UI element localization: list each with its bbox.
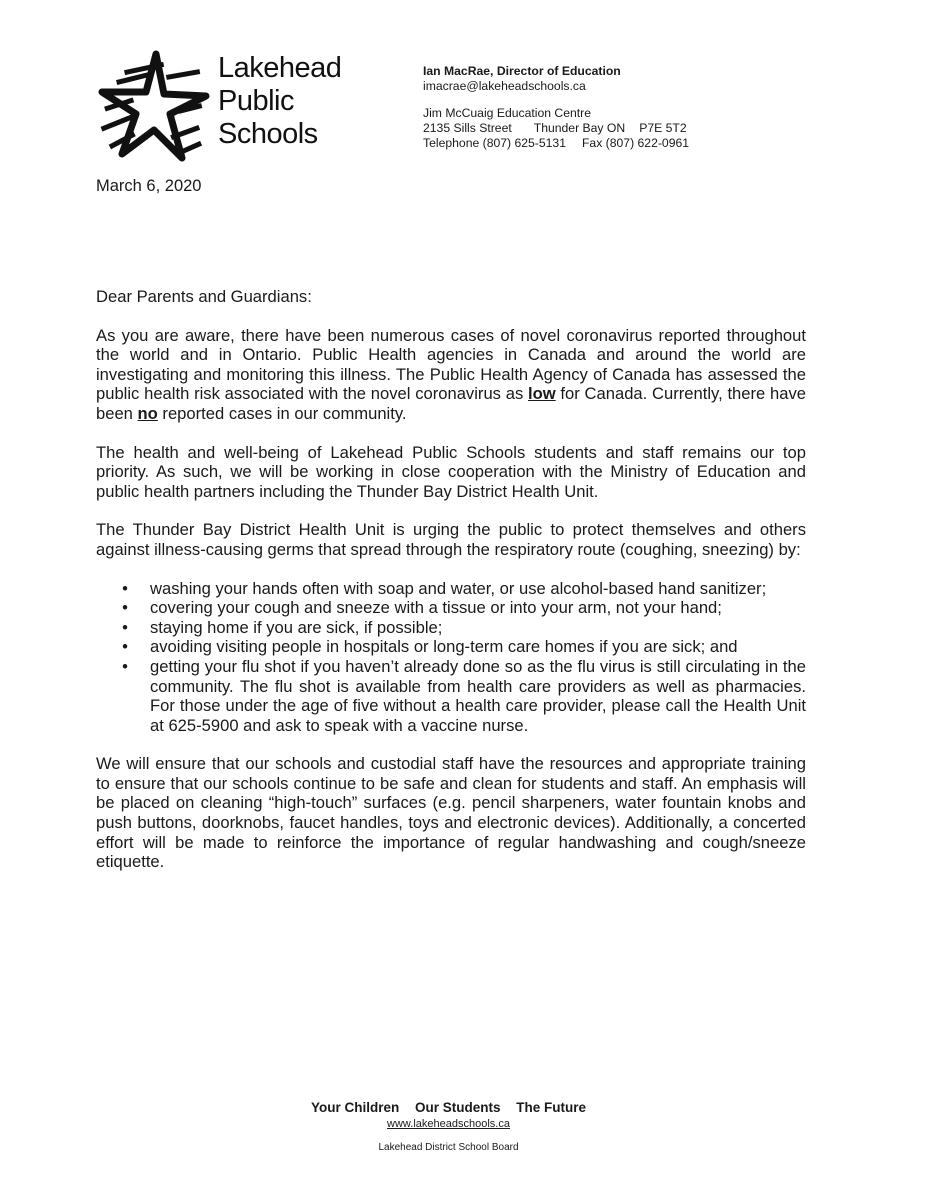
director-name: Ian MacRae, Director of Education <box>423 64 621 78</box>
bullet-icon: • <box>122 598 128 618</box>
tagline <box>0 1100 927 1115</box>
letter-body <box>96 287 806 891</box>
emphasis-no: no <box>137 403 158 423</box>
bullet-icon: • <box>122 617 128 637</box>
bullet-icon: • <box>122 578 128 598</box>
logo-line: Public <box>218 85 294 117</box>
phone-line <box>423 136 689 151</box>
letter-date: March 6, 2020 <box>96 177 202 195</box>
paragraph-2: The health and well-being of Lakehead Public Schools students and staff remains our top priority. As such, we will be working in close cooperation with the Ministry of Education and public health partners including the Thunder Bay District Health Unit. <box>96 442 806 501</box>
star-logo-icon <box>96 50 216 165</box>
list-item: • staying home if you are sick, if possible; <box>96 618 806 638</box>
tagline-item: Your Children <box>310 1100 400 1115</box>
telephone: Telephone (807) 625-5131 <box>423 136 566 150</box>
list-item: • washing your hands often with soap and water, or use alcohol-based hand sanitizer; <box>96 579 806 599</box>
education-centre: Jim McCuaig Education Centre <box>423 106 591 120</box>
paragraph-1: As you are aware, there have been numerous cases of novel coronavirus reported throughout the world and in Ontario. Public Health agencies in Canada and around the world are investigating and monitoring this illness. The Public Health Agency of Canada has assessed the public health risk associated with the novel coronavirus as low for Canada. Currently, there have been no reported cases in our community. <box>96 325 806 423</box>
emphasis-low: low <box>528 384 556 404</box>
director-email[interactable]: imacrae@lakeheadschools.ca <box>423 79 586 93</box>
logo-line: Lakehead <box>218 52 342 84</box>
street-address <box>423 121 689 136</box>
city: Thunder Bay ON <box>533 121 626 135</box>
list-item: • covering your cough and sneeze with a tissue or into your arm, not your hand; <box>96 598 806 618</box>
street: 2135 Sills Street <box>423 121 512 135</box>
board-name: Lakehead District School Board <box>378 1142 519 1153</box>
paragraph-3: The Thunder Bay District Health Unit is urging the public to protect themselves and others against illness-causing germs that spread through the respiratory route (coughing, sneezing) by: <box>96 520 806 559</box>
postal-code: P7E 5T2 <box>639 121 687 135</box>
tagline-item: The Future <box>516 1100 587 1115</box>
logo-wordmark <box>218 52 341 151</box>
list-item: • avoiding visiting people in hospitals or long-term care homes if you are sick; and <box>96 637 806 657</box>
fax: Fax (807) 622-0961 <box>581 136 690 150</box>
contact-block <box>423 64 689 151</box>
footer <box>0 1100 927 1153</box>
prevention-list <box>96 579 806 736</box>
list-item: • getting your flu shot if you haven’t already done so as the flu virus is still circulating in the community. The flu shot is available from health care providers as well as pharmacies. For those under the age of five without a health care provider, please call the Health Unit at 625-5900 and ask to speak with a vaccine nurse. <box>96 657 806 735</box>
tagline-item: Our Students <box>415 1100 501 1115</box>
salutation: Dear Parents and Guardians: <box>96 287 312 306</box>
bullet-icon: • <box>122 656 128 676</box>
paragraph-4: We will ensure that our schools and custodial staff have the resources and appropriate training to ensure that our schools continue to be safe and clean for students and staff. An emphasis will be placed on cleaning “high-touch” surfaces (e.g. pencil sharpeners, water fountain knobs and push buttons, doorknobs, faucet handles, toys and electronic devices). Additionally, a concerted effort will be made to reinforce the importance of regular handwashing and cough/sneeze etiquette. <box>96 754 806 872</box>
logo-line: Schools <box>218 118 318 150</box>
bullet-icon: • <box>122 637 128 657</box>
website-link[interactable]: www.lakeheadschools.ca <box>387 1118 510 1130</box>
